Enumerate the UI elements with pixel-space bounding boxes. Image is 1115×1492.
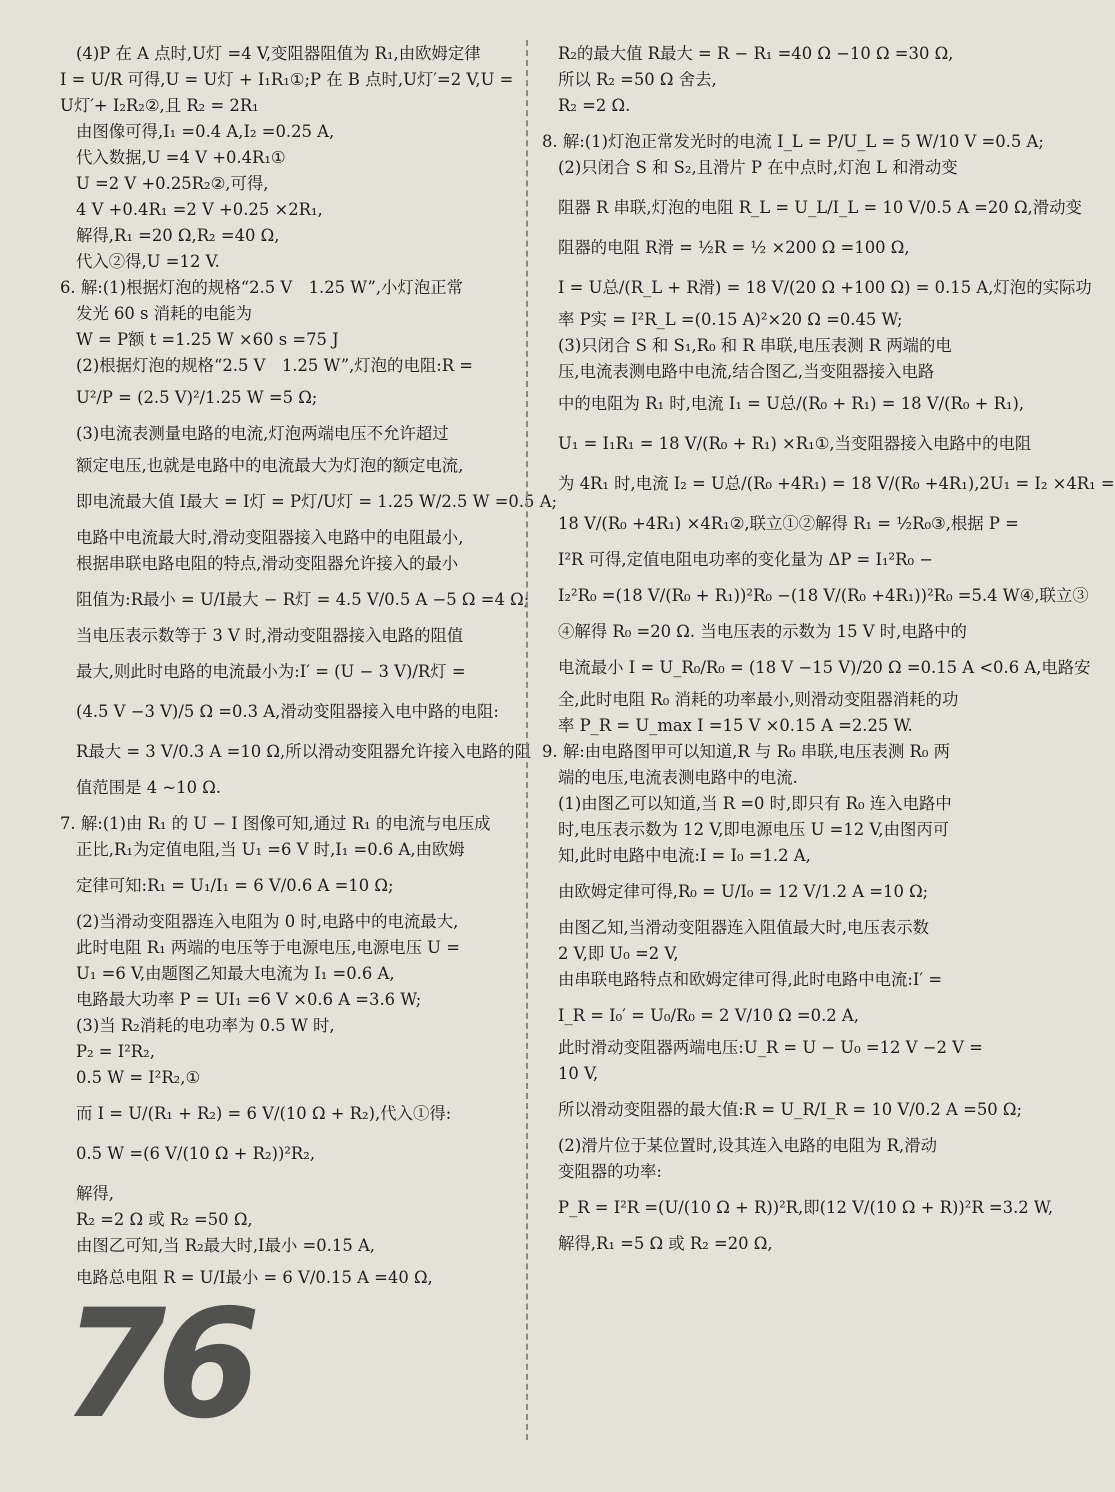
text-line: 2 V,即 U₀ =2 V, — [558, 944, 679, 963]
text-line: I₂²R₀ =(18 V/(R₀ + R₁))²R₀ −(18 V/(R₀ +4R₁))²R₀ =5.4 W④,联立③ — [558, 586, 1089, 605]
text-line: I = U总/(R_L + R滑) = 18 V/(20 Ω +100 Ω) = 0.15 A,灯泡的实际功 — [558, 278, 1092, 297]
text-line: 时,电压表示数为 12 V,即电源电压 U =12 V,由图丙可 — [558, 820, 950, 839]
text-line: 由图乙知,当滑动变阻器连入阻值最大时,电压表示数 — [558, 918, 930, 937]
left-column — [60, 44, 558, 1288]
text-line: 解得,R₁ =20 Ω,R₂ =40 Ω, — [76, 226, 280, 245]
text-line: (2)当滑动变阻器连入电阻为 0 时,电路中的电流最大, — [76, 912, 459, 931]
text-line: I_R = I₀′ = U₀/R₀ = 2 V/10 Ω =0.2 A, — [558, 1006, 859, 1025]
text-line: U₁ = I₁R₁ = 18 V/(R₀ + R₁) ×R₁①,当变阻器接入电路中的电阻 — [558, 434, 1032, 453]
text-line: (4)P 在 A 点时,U灯 =4 V,变阻器阻值为 R₁,由欧姆定律 — [76, 44, 481, 63]
text-line: (3)电流表测量电路的电流,灯泡两端电压不允许超过 — [76, 424, 449, 443]
text-line: 端的电压,电流表测电路中的电流. — [558, 768, 798, 787]
text-line: U =2 V +0.25R₂②,可得, — [76, 174, 269, 193]
text-line: 此时电阻 R₁ 两端的电压等于电源电压,电源电压 U = — [76, 938, 460, 957]
text-line: 8. 解:(1)灯泡正常发光时的电流 I_L = P/U_L = 5 W/10 V =0.5 A; — [542, 132, 1044, 151]
text-line: 电流最小 I = U_R₀/R₀ = (18 V −15 V)/20 Ω =0.15 A <0.6 A,电路安 — [558, 658, 1091, 677]
text-line: I = U/R 可得,U = U灯 + I₁R₁①;P 在 B 点时,U灯′=2 V,U = — [60, 70, 514, 89]
text-line: 阻器的电阻 R滑 = ½R = ½ ×200 Ω =100 Ω, — [558, 238, 910, 257]
text-line: 代入②得,U =12 V. — [76, 252, 220, 271]
text-line: (2)根据灯泡的规格“2.5 V 1.25 W”,灯泡的电阻:R = — [76, 356, 474, 375]
text-line: 7. 解:(1)由 R₁ 的 U − I 图像可知,通过 R₁ 的电流与电压成 — [60, 814, 491, 833]
text-line: ④解得 R₀ =20 Ω. 当电压表的示数为 15 V 时,电路中的 — [558, 622, 967, 641]
text-line: 额定电压,也就是电路中的电流最大为灯泡的额定电流, — [76, 456, 464, 475]
text-line: P_R = I²R =(U/(10 Ω + R))²R,即(12 V/(10 Ω + R))²R =3.2 W, — [558, 1198, 1054, 1217]
text-line: 18 V/(R₀ +4R₁) ×4R₁②,联立①②解得 R₁ = ½R₀③,根据 P = — [558, 514, 1019, 533]
text-line: I²R 可得,定值电阻电功率的变化量为 ΔP = I₁²R₀ − — [558, 550, 933, 569]
text-line: 所以 R₂ =50 Ω 舍去, — [558, 70, 717, 89]
text-line: 此时滑动变阻器两端电压:U_R = U − U₀ =12 V −2 V = — [558, 1038, 983, 1057]
text-line: (2)只闭合 S 和 S₂,且滑片 P 在中点时,灯泡 L 和滑动变 — [558, 158, 958, 177]
text-line: U²/P = (2.5 V)²/1.25 W =5 Ω; — [76, 388, 318, 407]
text-line: 而 I = U/(R₁ + R₂) = 6 V/(10 Ω + R₂),代入①得: — [76, 1104, 452, 1123]
text-line: (1)由图乙可以知道,当 R =0 时,即只有 R₀ 连入电路中 — [558, 794, 952, 813]
text-line: (2)滑片位于某位置时,设其连入电路的电阻为 R,滑动 — [558, 1136, 937, 1155]
text-line: U灯′+ I₂R₂②,且 R₂ = 2R₁ — [60, 96, 259, 115]
column-divider — [526, 40, 528, 1440]
text-line: 当电压表示数等于 3 V 时,滑动变阻器接入电路的阻值 — [76, 626, 464, 645]
text-line: 0.5 W =(6 V/(10 Ω + R₂))²R₂, — [76, 1144, 316, 1163]
text-line: (3)只闭合 S 和 S₁,R₀ 和 R 串联,电压表测 R 两端的电 — [558, 336, 952, 355]
text-line: 知,此时电路中电流:I = I₀ =1.2 A, — [558, 846, 811, 865]
text-line: 由欧姆定律可得,R₀ = U/I₀ = 12 V/1.2 A =10 Ω; — [558, 882, 929, 901]
text-line: 率 P实 = I²R_L =(0.15 A)²×20 Ω =0.45 W; — [558, 310, 903, 329]
text-line: 发光 60 s 消耗的电能为 — [76, 304, 253, 323]
text-line: 10 V, — [558, 1064, 599, 1083]
text-line: R₂的最大值 R最大 = R − R₁ =40 Ω −10 Ω =30 Ω, — [558, 44, 954, 63]
text-line: 最大,则此时电路的电流最小为:I′ = (U − 3 V)/R灯 = — [76, 662, 466, 681]
text-line: 根据串联电路电阻的特点,滑动变阻器允许接入的最小 — [76, 554, 459, 573]
text-line: 电路最大功率 P = UI₁ =6 V ×0.6 A =3.6 W; — [76, 990, 422, 1009]
text-line: 定律可知:R₁ = U₁/I₁ = 6 V/0.6 A =10 Ω; — [76, 876, 394, 895]
text-line: 变阻器的功率: — [558, 1162, 662, 1181]
text-line: 0.5 W = I²R₂,① — [76, 1068, 201, 1087]
text-line: 由图像可得,I₁ =0.4 A,I₂ =0.25 A, — [76, 122, 335, 141]
text-line: 值范围是 4 ~10 Ω. — [76, 778, 222, 797]
text-line: P₂ = I²R₂, — [76, 1042, 155, 1061]
text-line: R₂ =2 Ω. — [558, 96, 631, 115]
text-line: 全,此时电阻 R₀ 消耗的功率最小,则滑动变阻器消耗的功 — [558, 690, 959, 709]
text-line: 由图乙可知,当 R₂最大时,I最小 =0.15 A, — [76, 1236, 376, 1255]
text-line: R₂ =2 Ω 或 R₂ =50 Ω, — [76, 1210, 253, 1229]
text-line: 9. 解:由电路图甲可以知道,R 与 R₀ 串联,电压表测 R₀ 两 — [542, 742, 951, 761]
text-line: U₁ =6 V,由题图乙知最大电流为 I₁ =0.6 A, — [76, 964, 395, 983]
text-line: 率 P_R = U_max I =15 V ×0.15 A =2.25 W. — [558, 716, 913, 735]
text-line: 由串联电路特点和欧姆定律可得,此时电路中电流:I′ = — [558, 970, 943, 989]
text-line: 正比,R₁为定值电阻,当 U₁ =6 V 时,I₁ =0.6 A,由欧姆 — [76, 840, 465, 859]
text-line: 6. 解:(1)根据灯泡的规格“2.5 V 1.25 W”,小灯泡正常 — [60, 278, 463, 297]
page-number: 76 — [62, 1278, 251, 1452]
text-line: 阻值为:R最小 = U/I最大 − R灯 = 4.5 V/0.5 A −5 Ω =4 Ω; — [76, 590, 530, 609]
text-line: 解得, — [76, 1184, 114, 1203]
text-line: 代入数据,U =4 V +0.4R₁① — [76, 148, 286, 167]
text-line: 压,电流表测电路中电流,结合图乙,当变阻器接入电路 — [558, 362, 935, 381]
text-line: R最大 = 3 V/0.3 A =10 Ω,所以滑动变阻器允许接入电路的阻 — [76, 742, 532, 761]
text-line: (4.5 V −3 V)/5 Ω =0.3 A,滑动变阻器接入电中路的电阻: — [76, 702, 499, 721]
text-line: (3)当 R₂消耗的电功率为 0.5 W 时, — [76, 1016, 335, 1035]
text-line: 所以滑动变阻器的最大值:R = U_R/I_R = 10 V/0.2 A =50 Ω; — [558, 1100, 1023, 1119]
text-line: 电路总电阻 R = U/I最小 = 6 V/0.15 A =40 Ω, — [76, 1268, 433, 1287]
text-line: 电路中电流最大时,滑动变阻器接入电路中的电阻最小, — [76, 528, 464, 547]
text-line: 阻器 R 串联,灯泡的电阻 R_L = U_L/I_L = 10 V/0.5 A =20 Ω,滑动变 — [558, 198, 1082, 217]
text-line: W = P额 t =1.25 W ×60 s =75 J — [76, 330, 339, 349]
text-line: 4 V +0.4R₁ =2 V +0.25 ×2R₁, — [76, 200, 323, 219]
right-column — [542, 44, 1115, 1254]
text-line: 即电流最大值 I最大 = I灯 = P灯/U灯 = 1.25 W/2.5 W =0.5 A; — [76, 492, 558, 511]
text-line: 为 4R₁ 时,电流 I₂ = U总/(R₀ +4R₁) = 18 V/(R₀ +4R₁),2U₁ = I₂ ×4R₁ = — [558, 474, 1115, 493]
text-line: 解得,R₁ =5 Ω 或 R₂ =20 Ω, — [558, 1234, 773, 1253]
text-line: 中的电阻为 R₁ 时,电流 I₁ = U总/(R₀ + R₁) = 18 V/(R₀ + R₁), — [558, 394, 1025, 413]
